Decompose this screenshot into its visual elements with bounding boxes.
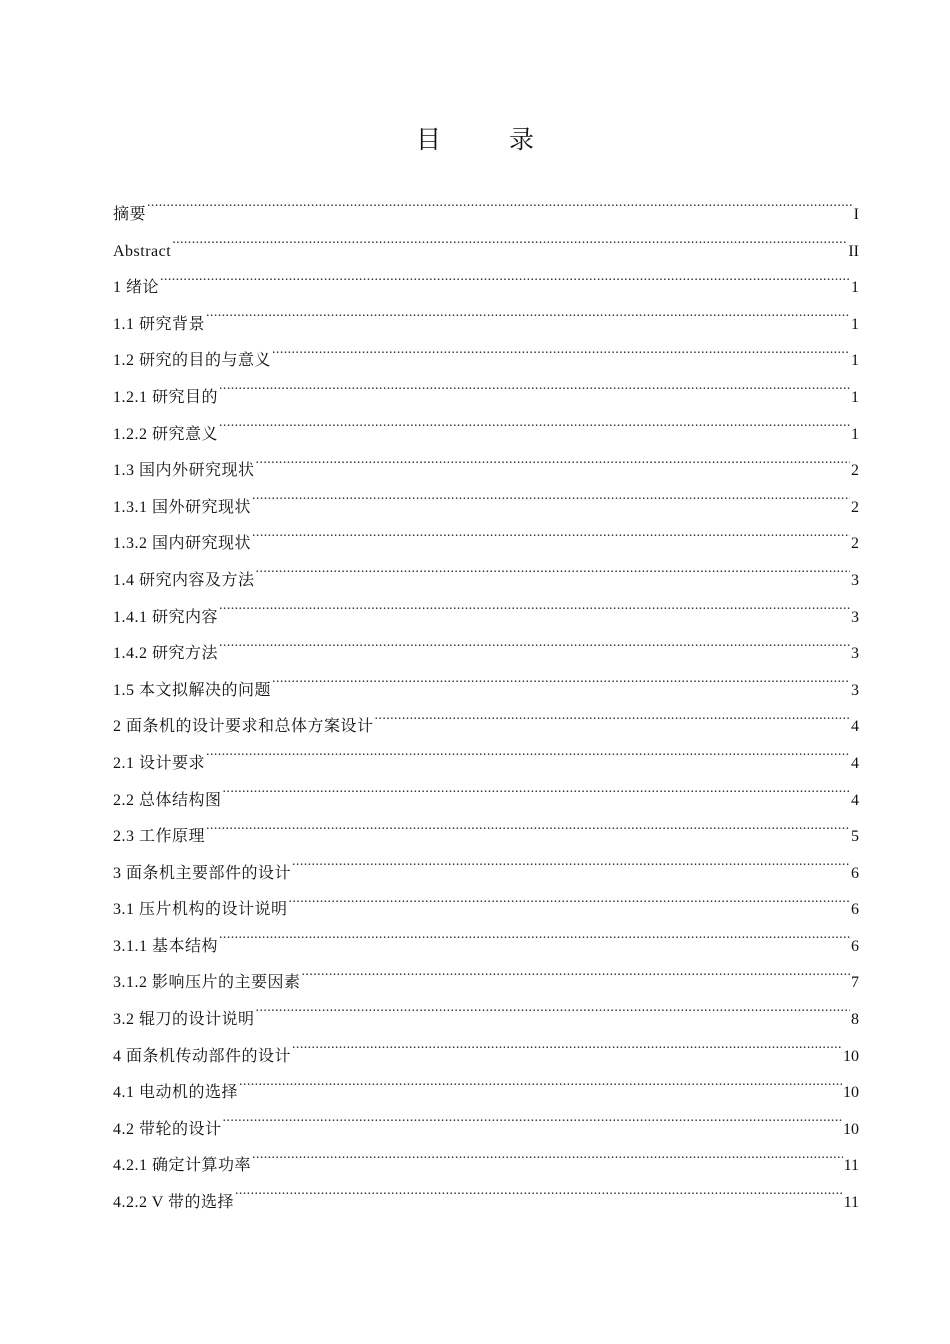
toc-entry-label: 4.2 带轮的设计 [113, 1120, 222, 1138]
toc-entry-page: 2 [851, 535, 859, 553]
toc-entry-page: II [848, 242, 859, 260]
toc-entry-label: 3.2 辊刀的设计说明 [113, 1011, 255, 1029]
toc-entry-page: 2 [851, 498, 859, 516]
toc-entry-label: Abstract [113, 242, 172, 260]
toc-dot-leader [223, 789, 850, 805]
toc-entry-label: 1.1 研究背景 [113, 315, 206, 333]
toc-entry-page: 1 [851, 352, 859, 370]
toc-dot-leader [206, 313, 850, 329]
toc-entry-page: 6 [851, 864, 859, 882]
toc-entry[interactable] [113, 1112, 859, 1149]
toc-entry-page: 3 [851, 645, 859, 663]
toc-entry-label: 1.4.1 研究内容 [113, 608, 219, 626]
toc-dot-leader [256, 459, 850, 475]
toc-entry-label: 4.1 电动机的选择 [113, 1084, 239, 1102]
page-title: 目 录 [416, 125, 564, 154]
toc-entry-label: 4.2.1 确定计算功率 [113, 1157, 252, 1175]
toc-entry-page: 11 [843, 1157, 859, 1175]
toc-entry[interactable] [113, 234, 859, 271]
toc-entry-label: 1.4 研究内容及方法 [113, 571, 255, 589]
toc-entry[interactable] [113, 1075, 859, 1112]
toc-entry-page: 3 [851, 571, 859, 589]
toc-dot-leader [147, 203, 853, 219]
toc-entry[interactable] [113, 819, 859, 856]
toc-entry-label: 3.1.1 基本结构 [113, 937, 219, 955]
toc-entry-page: 3 [851, 681, 859, 699]
toc-entry-label: 1.5 本文拟解决的问题 [113, 681, 272, 699]
toc-entry-label: 3 面条机主要部件的设计 [113, 864, 292, 882]
toc-entry[interactable] [113, 636, 859, 673]
toc-entry-page: 2 [851, 462, 859, 480]
toc-entry[interactable] [113, 380, 859, 417]
toc-entry[interactable] [113, 307, 859, 344]
toc-entry[interactable] [113, 270, 859, 307]
toc-entry-label: 1.4.2 研究方法 [113, 645, 219, 663]
toc-entry-page: 7 [851, 974, 859, 992]
toc-entry[interactable] [113, 1148, 859, 1185]
toc-dot-leader [252, 1154, 843, 1170]
toc-dot-leader [272, 679, 850, 695]
toc-entry-page: 10 [843, 1047, 859, 1065]
toc-entry-page: 4 [851, 791, 859, 809]
toc-entry-page: I [853, 206, 859, 223]
toc-dot-leader [219, 935, 850, 951]
toc-dot-leader [272, 349, 850, 365]
toc-entry-page: 5 [851, 828, 859, 846]
toc-entry-label: 摘要 [113, 206, 147, 223]
toc-dot-leader [219, 386, 850, 402]
toc-entry-page: 3 [851, 608, 859, 626]
toc-entry[interactable] [113, 600, 859, 637]
toc-entry-page: 1 [851, 279, 859, 297]
toc-dot-leader [219, 606, 850, 622]
toc-entry-page: 10 [843, 1120, 859, 1138]
toc-entry-page: 11 [843, 1194, 859, 1212]
toc-dot-leader [292, 862, 850, 878]
toc-entry[interactable] [113, 343, 859, 380]
toc-dot-leader [239, 1081, 842, 1097]
toc-entry[interactable] [113, 783, 859, 820]
toc-entry[interactable] [113, 563, 859, 600]
toc-entry[interactable] [113, 965, 859, 1002]
toc-dot-leader [289, 898, 850, 914]
toc-dot-leader [252, 532, 850, 548]
toc-dot-leader [252, 496, 850, 512]
toc-dot-leader [223, 1118, 842, 1134]
toc-dot-leader [219, 423, 850, 439]
toc-entry-page: 4 [851, 754, 859, 772]
toc-dot-leader [256, 1008, 850, 1024]
toc-entry[interactable] [113, 526, 859, 563]
toc-entry-page: 8 [851, 1011, 859, 1029]
toc-entry-label: 2.1 设计要求 [113, 754, 206, 772]
toc-entry[interactable] [113, 1039, 859, 1076]
toc-entry[interactable] [113, 929, 859, 966]
toc-entry-page: 1 [851, 315, 859, 333]
toc-entry-page: 1 [851, 425, 859, 443]
toc-dot-leader [172, 240, 847, 256]
toc-entry-page: 1 [851, 388, 859, 406]
toc-entry-page: 4 [851, 718, 859, 736]
toc-entry-page: 6 [851, 937, 859, 955]
toc-entry-label: 2.2 总体结构图 [113, 791, 222, 809]
toc-entry-label: 2 面条机的设计要求和总体方案设计 [113, 718, 374, 736]
toc-entry[interactable] [113, 1185, 859, 1222]
toc-entry-label: 1 绪论 [113, 279, 160, 297]
toc-entry-label: 1.3 国内外研究现状 [113, 462, 255, 480]
toc-dot-leader [235, 1191, 843, 1207]
toc-entry-page: 6 [851, 901, 859, 919]
toc-entry-label: 1.2.2 研究意义 [113, 425, 219, 443]
toc-entry[interactable] [113, 856, 859, 893]
toc-entry-label: 1.2 研究的目的与意义 [113, 352, 272, 370]
toc-entry[interactable] [113, 1002, 859, 1039]
toc-entry[interactable] [113, 197, 859, 234]
toc-entry[interactable] [113, 746, 859, 783]
toc-entry-label: 2.3 工作原理 [113, 828, 206, 846]
toc-dot-leader [206, 752, 850, 768]
toc-dot-leader [160, 276, 850, 292]
toc-entry-page: 10 [843, 1084, 859, 1102]
toc-dot-leader [375, 715, 850, 731]
toc-dot-leader [219, 642, 850, 658]
toc-entry-label: 3.1.2 影响压片的主要因素 [113, 974, 301, 992]
toc-entry-label: 1.3.2 国内研究现状 [113, 535, 252, 553]
toc-entry[interactable] [113, 490, 859, 527]
toc-dot-leader [302, 971, 850, 987]
toc-entry[interactable] [113, 673, 859, 710]
toc-entry[interactable] [113, 709, 859, 746]
toc-entry-label: 1.3.1 国外研究现状 [113, 498, 252, 516]
toc-entry[interactable] [113, 892, 859, 929]
toc-entry[interactable] [113, 453, 859, 490]
toc-dot-leader [206, 825, 850, 841]
toc-dot-leader [256, 569, 850, 585]
toc-dot-leader [292, 1045, 842, 1061]
toc-entry-label: 4 面条机传动部件的设计 [113, 1047, 292, 1065]
table-of-contents [113, 197, 859, 1222]
toc-entry[interactable] [113, 417, 859, 454]
toc-entry-label: 3.1 压片机构的设计说明 [113, 901, 288, 919]
toc-entry-label: 4.2.2 V 带的选择 [113, 1194, 234, 1212]
toc-entry-label: 1.2.1 研究目的 [113, 388, 219, 406]
